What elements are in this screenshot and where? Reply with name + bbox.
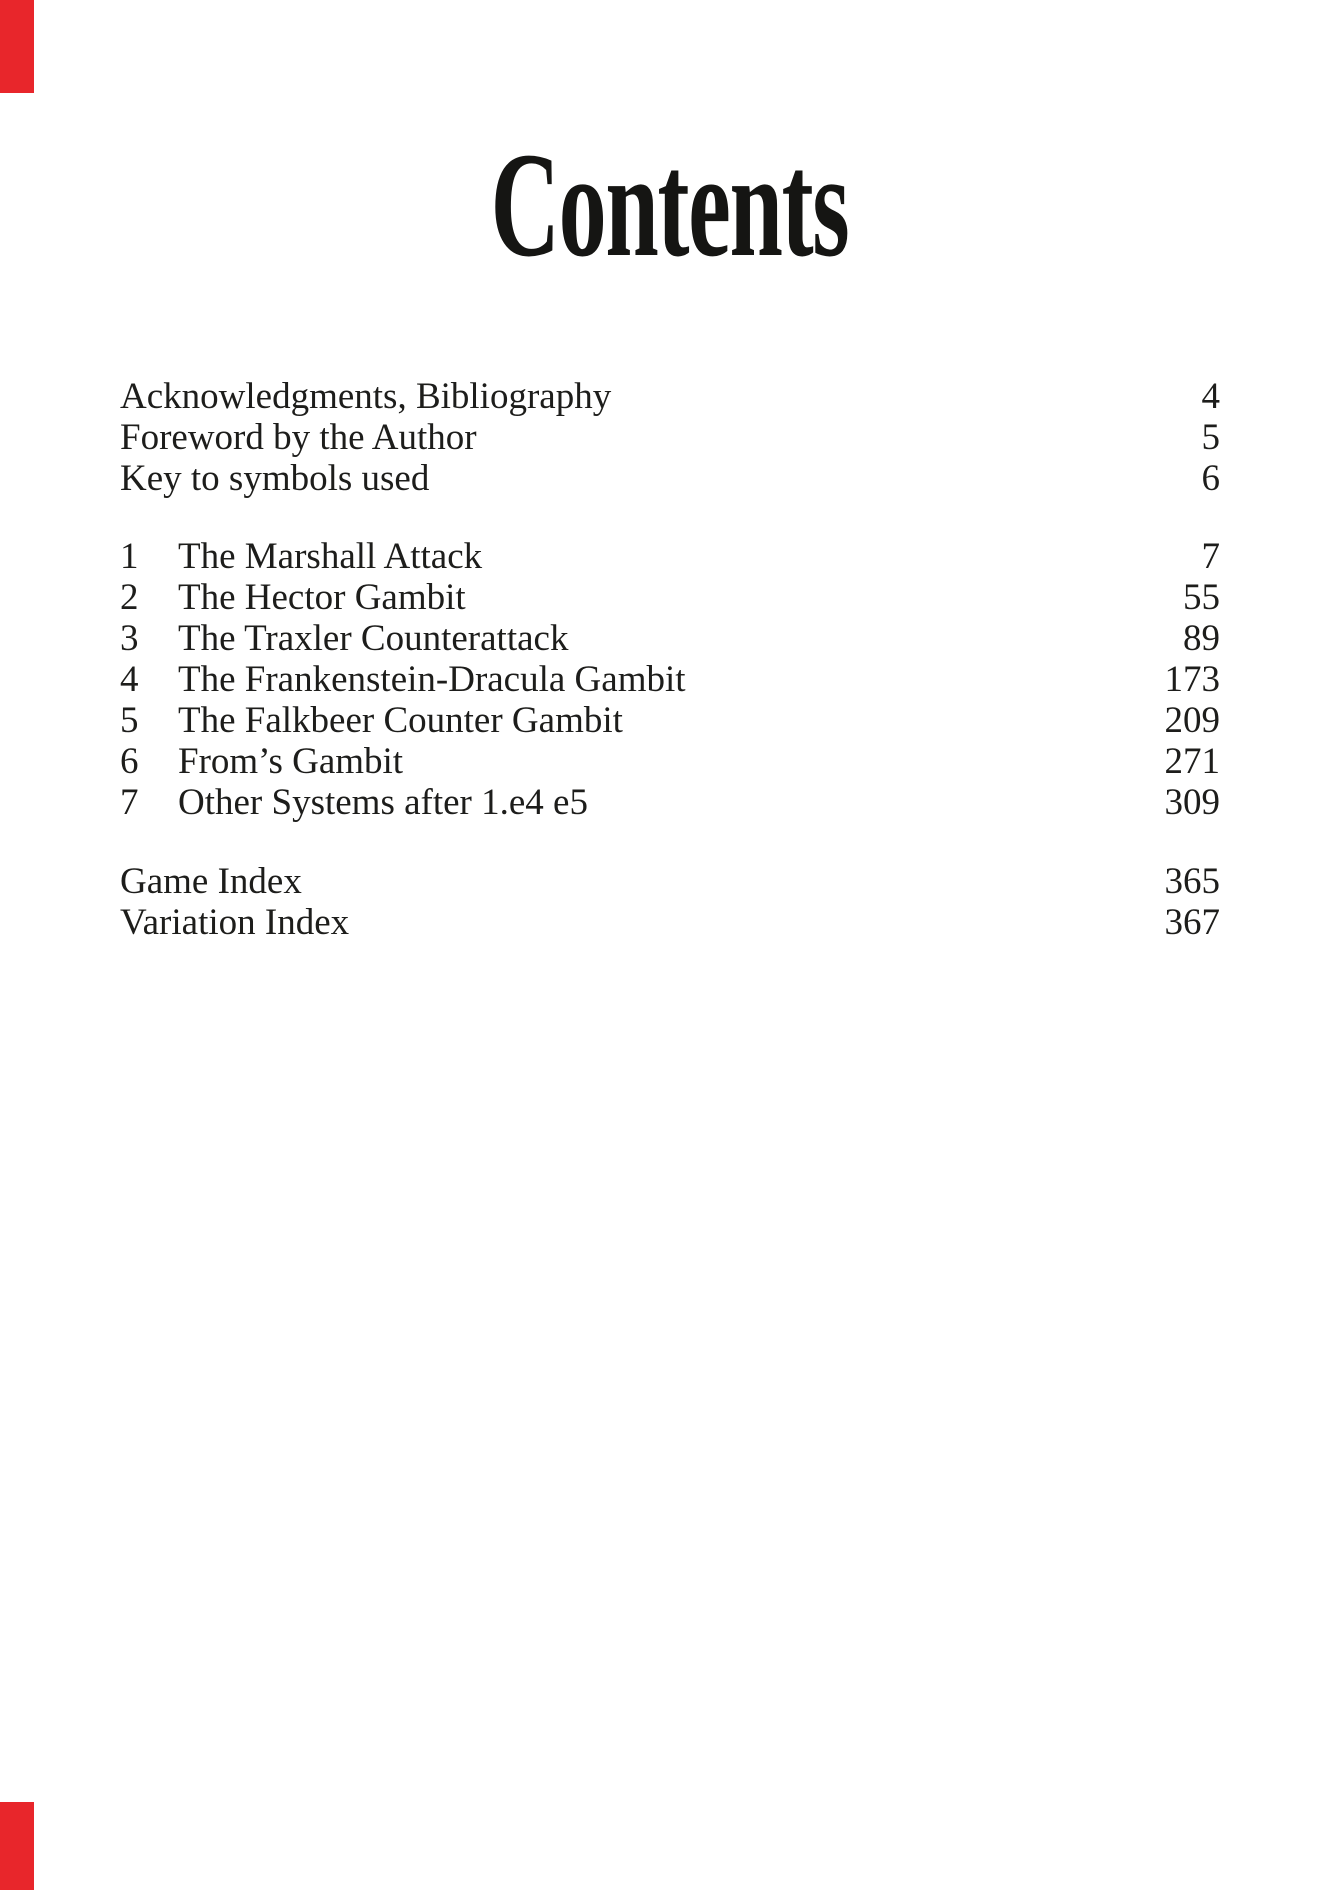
front-matter-section <box>120 376 1220 499</box>
toc-row-chapter-2 <box>120 577 1220 618</box>
toc-entry-page-number: 55 <box>1183 577 1220 618</box>
toc-row-chapter-5 <box>120 700 1220 741</box>
toc-entry-page-number: 89 <box>1183 618 1220 659</box>
toc-entry-page-number: 173 <box>1164 659 1220 700</box>
chapter-number: 2 <box>120 577 139 618</box>
toc-row-chapter-4 <box>120 659 1220 700</box>
chapter-number: 6 <box>120 741 139 782</box>
toc-entry-label: Acknowledgments, Bibliography <box>120 376 612 417</box>
toc-row-variation-index <box>120 902 1220 943</box>
chapter-title: The Marshall Attack <box>178 536 483 577</box>
bleed-mark-top <box>0 0 34 93</box>
chapter-title: The Traxler Counterattack <box>178 618 569 659</box>
toc-entry-label: Game Index <box>120 861 302 902</box>
page-title-text: Contents <box>490 122 849 288</box>
toc-entry-label: Key to symbols used <box>120 458 430 499</box>
chapter-number: 3 <box>120 618 139 659</box>
chapter-number: 1 <box>120 536 139 577</box>
toc-entry-page-number: 4 <box>1201 376 1220 417</box>
chapter-number: 5 <box>120 700 139 741</box>
toc-entry-page-number: 5 <box>1201 417 1220 458</box>
toc-entry-page-number: 6 <box>1201 458 1220 499</box>
toc-row-chapter-1 <box>120 536 1220 577</box>
toc-entry-page-number: 271 <box>1164 741 1220 782</box>
toc-row-chapter-7 <box>120 782 1220 823</box>
toc-entry-page-number: 7 <box>1201 536 1220 577</box>
toc-row-chapter-3 <box>120 618 1220 659</box>
chapters-section <box>120 536 1220 823</box>
toc-row-foreword <box>120 417 1220 458</box>
toc-entry-page-number: 209 <box>1164 700 1220 741</box>
bleed-mark-bottom <box>0 1802 34 1890</box>
toc-row-chapter-6 <box>120 741 1220 782</box>
chapter-title: From’s Gambit <box>178 741 404 782</box>
toc-entry-label: Variation Index <box>120 902 350 943</box>
chapter-title: The Frankenstein-Dracula Gambit <box>178 659 686 700</box>
toc-entry-page-number: 309 <box>1164 782 1220 823</box>
toc-row-acknowledgments <box>120 376 1220 417</box>
toc-entry-page-number: 367 <box>1164 902 1220 943</box>
chapter-number: 7 <box>120 782 139 823</box>
table-of-contents <box>0 376 1339 943</box>
chapter-title: The Falkbeer Counter Gambit <box>178 700 623 741</box>
toc-entry-page-number: 365 <box>1164 861 1220 902</box>
chapter-title: Other Systems after 1.e4 e5 <box>178 782 588 823</box>
indices-section <box>120 861 1220 943</box>
toc-row-key-to-symbols <box>120 458 1220 499</box>
chapter-number: 4 <box>120 659 139 700</box>
chapter-title: The Hector Gambit <box>178 577 466 618</box>
toc-row-game-index <box>120 861 1220 902</box>
page-title <box>0 122 1339 288</box>
toc-entry-label: Foreword by the Author <box>120 417 477 458</box>
